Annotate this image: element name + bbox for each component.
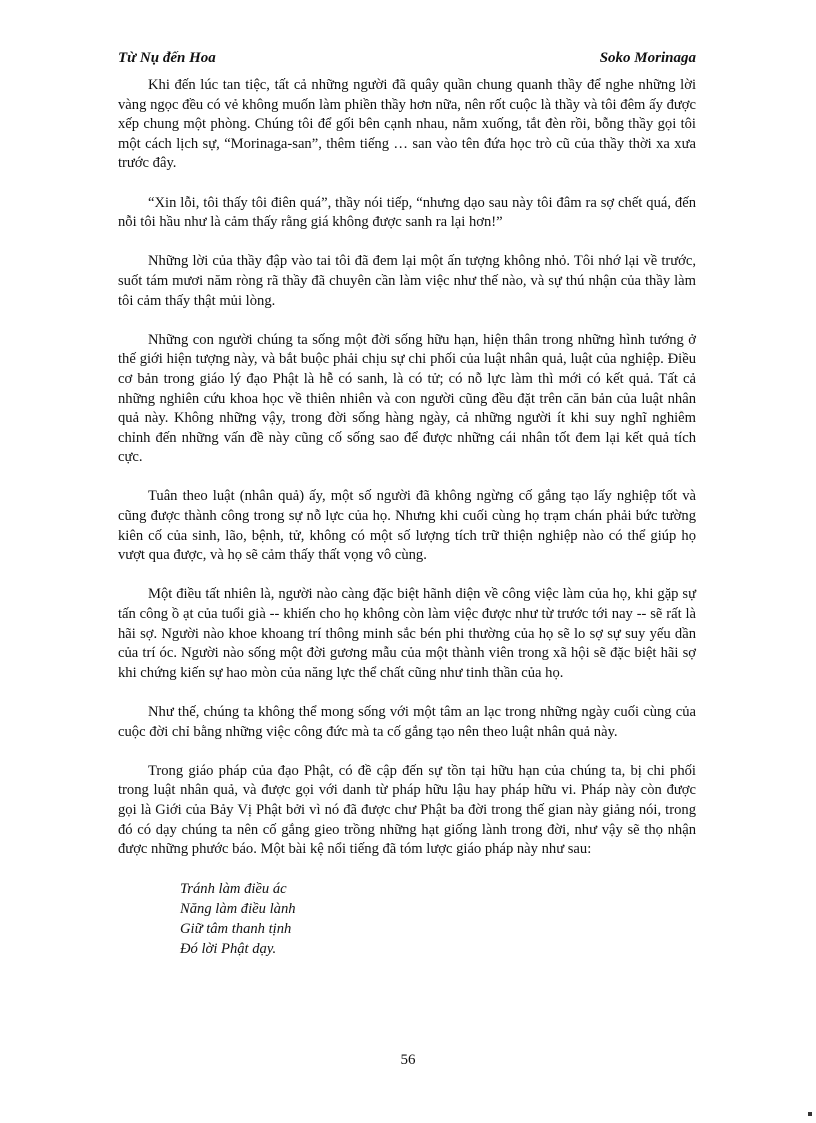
- paragraph: Một điều tất nhiên là, người nào càng đặc biệt hãnh diện về công việc làm của họ, khi gặp sự tấn công ồ ạt của tuổi già -- khiến cho họ không còn làm việc được như từ trước tới nay -- sẽ rất là hãi sợ. Người nào khoe khoang trí thông minh sắc bén phi thường của họ sẽ lo sợ sự suy yếu dần của trí óc. Người nào sống một đời gương mẫu của một thành viên trong xã hội sẽ đặc biệt hãi sợ khi chứng kiến sự hao mòn của năng lực thể chất cũng như tinh thần của họ.: [118, 586, 696, 681]
- page-number: 56: [400, 1052, 416, 1068]
- paragraph: Tuân theo luật (nhân quả) ấy, một số người đã không ngừng cố gắng tạo lấy nghiệp tốt và cũng được thành công trong sự nỗ lực của họ. Nhưng khi cuối cùng họ trạm chán phải bức tường kiên cố của sinh, lão, bệnh, tử, không có một số lượng tích trữ thiện nghiệp nào có thể giúp họ vượt qua được, và họ sẽ cảm thấy thất vọng vô cùng.: [118, 488, 696, 564]
- paragraph: Những con người chúng ta sống một đời sống hữu hạn, hiện thân trong những hình tướng ở thế giới hiện tượng này, và bắt buộc phải chịu sự chi phối của luật nhân quả, luật của nghiệp. Điều cơ bản trong giáo lý đạo Phật là hễ có sanh, là có tử; có nỗ lực làm thì mới có kết quả. Tất cả những nghiên cứu khoa học về thiên nhiên và con người cũng đều đặt trên căn bản của luật nhân quả này. Không những vậy, trong đời sống hàng ngày, cả những người ít khi suy nghĩ nghiêm chỉnh đến những vấn đề này cũng cố sống sao để được những cái nhân tốt đem lại kết quả tích cực.: [118, 331, 696, 466]
- paragraph: “Xin lỗi, tôi thấy tôi điên quá”, thầy nói tiếp, “nhưng dạo sau này tôi đâm ra sợ chết quá, đến nỗi tôi hầu như là cảm thấy rằng giá không được sanh ra lại hơn!”: [118, 194, 696, 231]
- paragraph: Như thế, chúng ta không thể mong sống với một tâm an lạc trong những ngày cuối cùng của cuộc đời chỉ bằng những việc công đức mà ta cố gắng tạo nên theo luật nhân quả này.: [118, 704, 696, 740]
- verse-line: Đó lời Phật dạy.: [180, 941, 277, 958]
- running-header: [118, 50, 696, 72]
- verse-line: Giữ tâm thanh tịnh: [180, 921, 292, 938]
- paragraph: Trong giáo pháp của đạo Phật, có đề cập đến sự tồn tại hữu hạn của chúng ta, bị chi phối trong luật nhân quả, và được gọi với danh từ pháp hữu lậu hay pháp hữu vi. Pháp này còn được gọi là Giới của Bảy Vị Phật bởi vì nó đã được chư Phật ba đời trong thế gian này giảng nói, trong đó có dạy chúng ta nên cố gắng gieo trồng những hạt giống lành trong đời, như vậy sẽ thọ nhận được những phước báo. Một bài kệ nổi tiếng đã tóm lược giáo pháp này như sau:: [118, 762, 696, 858]
- paragraph: Những lời của thầy đập vào tai tôi đã đem lại một ấn tượng không nhỏ. Tôi nhớ lại về trước, suốt tám mươi năm ròng rã thầy đã chuyên cần làm việc như thế nào, và sự thú nhận của thầy làm tôi cảm thấy thật mủi lòng.: [118, 253, 696, 309]
- body-text: [118, 76, 696, 959]
- paragraph: Khi đến lúc tan tiệc, tất cả những người đã quây quần chung quanh thầy để nghe những lời vàng ngọc đều có vẻ không muốn làm phiền thầy hơn nữa, nên rốt cuộc là thầy và tôi đêm ấy được xếp chung một phòng. Chúng tôi để gối bên cạnh nhau, nằm xuống, tắt đèn rồi, bỗng thầy gọi tôi một cách lịch sự, “Morinaga-san”, thêm tiếng … san vào tên đứa học trò cũ của thầy thời xa xưa trước đây.: [118, 77, 696, 172]
- verse-line: Năng làm điều lành: [180, 901, 296, 918]
- verse-line: Tránh làm điều ác: [180, 881, 287, 898]
- verse-block: [180, 879, 696, 959]
- author-name: Soko Morinaga: [599, 50, 696, 66]
- scan-mark: [808, 1112, 812, 1116]
- book-title: Từ Nụ đến Hoa: [118, 50, 216, 66]
